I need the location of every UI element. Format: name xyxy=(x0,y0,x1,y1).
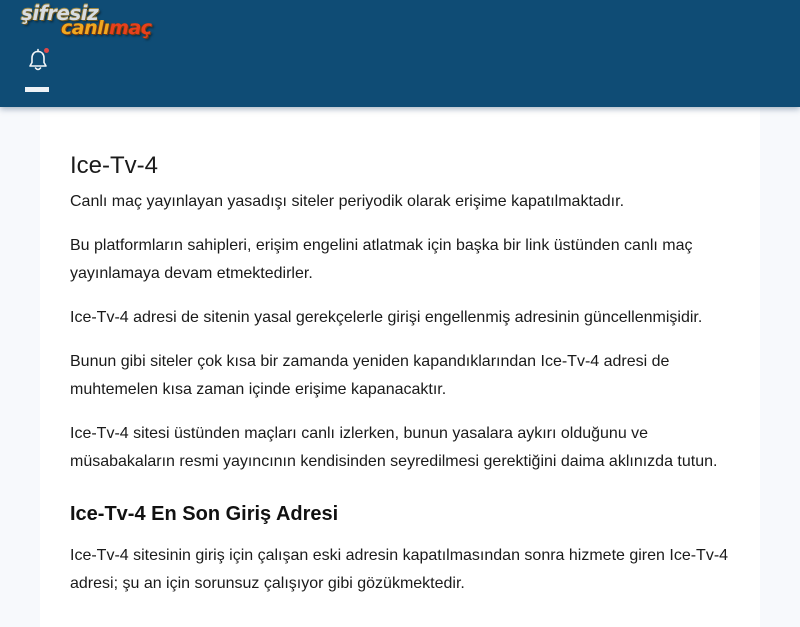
section-heading: Ice-Tv-4 En Son Giriş Adresi xyxy=(70,503,339,525)
logo-text-mac: maç xyxy=(109,17,152,39)
article-card xyxy=(40,107,760,627)
site-logo[interactable] xyxy=(19,2,167,40)
notifications-button[interactable] xyxy=(27,48,49,72)
site-header xyxy=(0,0,800,107)
article-paragraph: Bu platformların sahipleri, erişim engelini atlatmak için başka bir link üstünden canlı maç yayınlamaya devam etmektedirler. xyxy=(70,237,693,282)
page-title: Ice-Tv-4 xyxy=(70,152,159,179)
article-paragraph: Bunun gibi siteler çok kısa bir zamanda yeniden kapandıklarından Ice-Tv-4 adresi de muhtemelen kısa zaman içinde erişime kapanacaktır. xyxy=(70,353,670,398)
menu-toggle-button[interactable] xyxy=(25,87,49,92)
article-paragraph: Canlı maç yayınlayan yasadışı siteler periyodik olarak erişime kapatılmaktadır. xyxy=(70,193,625,210)
article-paragraph: Ice-Tv-4 sitesi üstünden maçları canlı izlerken, bunun yasalara aykırı olduğunu ve müsabakaların resmi yayıncının kendisinden seyredilmesi gerektiğini daima aklınızda tutun. xyxy=(70,425,718,470)
article-content xyxy=(70,151,735,614)
notification-badge-dot xyxy=(44,48,49,53)
logo-text-canli: canlı xyxy=(61,17,110,39)
logo-text-line2 xyxy=(61,17,152,39)
logo-text-line1: şifresiz xyxy=(21,1,99,25)
article-paragraph: Ice-Tv-4 adresi de sitenin yasal gerekçelerle girişi engellenmiş adresinin güncellenmişidir. xyxy=(70,309,703,326)
section-paragraph: Ice-Tv-4 sitesinin giriş için çalışan eski adresin kapatılmasından sonra hizmete giren Ice-Tv-4 adresi; şu an için sorunsuz çalışıyor gibi gözükmektedir. xyxy=(70,547,729,592)
